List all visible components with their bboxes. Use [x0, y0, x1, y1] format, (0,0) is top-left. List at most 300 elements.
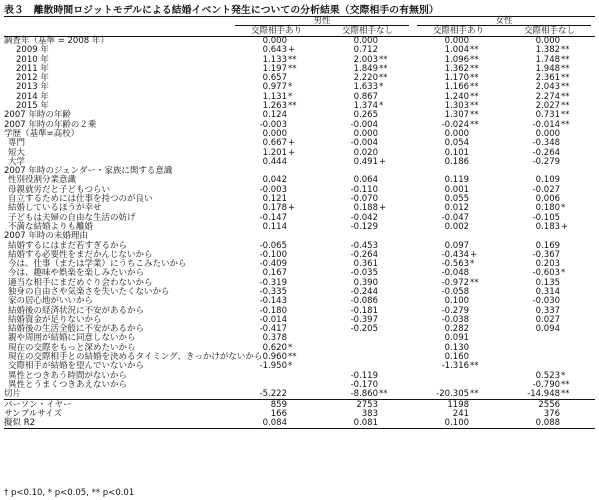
coefficient-cell	[504, 223, 595, 232]
coefficient-value: -20.305	[436, 389, 470, 400]
coefficient-value: -0.024	[441, 119, 470, 130]
significance-mark: *	[379, 101, 384, 112]
coefficient-value: 1.197	[262, 63, 287, 74]
coefficient-value: -0.170	[350, 379, 378, 390]
row-label: 2013 年	[16, 82, 49, 93]
coefficient-value: 0.314	[535, 287, 561, 297]
coefficient-value: -0.417	[259, 324, 287, 335]
table-row	[4, 64, 595, 73]
row-label: 2007 年時のジェンダー・家族に関する意識	[4, 166, 173, 177]
table-row	[4, 102, 595, 111]
coefficient-value: 0.064	[353, 175, 378, 186]
table-row	[4, 269, 595, 278]
coefficient-value: 1.263	[262, 101, 287, 112]
row-label: 交際相手が結婚を望んでいないから	[8, 361, 145, 372]
coefficient-value: 0.100	[444, 296, 470, 307]
coefficient-cell	[231, 390, 322, 400]
coefficient-value: 1.201	[262, 147, 287, 158]
table-row	[4, 83, 595, 92]
significance-mark: *	[561, 370, 566, 381]
coefficient-value: -0.119	[350, 370, 378, 381]
row-label: 2011 年	[16, 63, 49, 74]
table-row	[4, 111, 595, 120]
coefficient-cell	[504, 232, 595, 241]
table-title: 表３ 離散時間ロジットモデルによる結婚イベント発生についての分析結果（交際相手の有無別）	[4, 5, 439, 16]
significance-mark: **	[470, 361, 479, 372]
coefficient-value: -14.948	[527, 389, 561, 400]
row-label: 自立するためには仕事を持つのが良い	[8, 194, 153, 205]
coefficient-cell	[413, 419, 504, 429]
significance-mark: +	[379, 156, 387, 167]
significance-note: † p<0.10, * p<0.05, ** p<0.01	[4, 488, 135, 498]
coefficient-cell	[413, 46, 504, 55]
coefficient-cell	[322, 157, 413, 166]
coefficient-cell	[504, 400, 595, 410]
coefficient-cell	[413, 371, 504, 380]
coefficient-value: 1.131	[262, 91, 287, 102]
significance-mark: **	[470, 45, 479, 56]
coefficient-value: 0.135	[535, 277, 561, 288]
significance-mark: **	[470, 82, 479, 93]
coefficient-cell	[231, 400, 322, 410]
significance-mark: **	[561, 101, 570, 112]
coefficient-cell	[322, 400, 413, 410]
header-blank	[4, 17, 231, 27]
table-row	[4, 36, 595, 46]
coefficient-value: -5.222	[259, 389, 287, 400]
significance-mark: **	[288, 352, 297, 363]
coefficient-value: 0.114	[262, 221, 287, 232]
coefficient-value: -0.397	[350, 314, 378, 325]
coefficient-cell	[413, 223, 504, 232]
significance-mark: **	[379, 389, 388, 400]
table-row	[4, 223, 595, 232]
row-label: 結婚後の経済状況に不安があるから	[8, 305, 145, 316]
coefficient-cell	[504, 46, 595, 55]
coefficient-value: 0.491	[353, 156, 378, 167]
row-label: 擬似 R2	[4, 419, 231, 429]
coefficient-value: 0.000	[535, 128, 561, 139]
significance-mark: *	[288, 361, 293, 372]
coefficient-value: -0.042	[350, 212, 378, 223]
coefficient-value: -1.950	[259, 361, 287, 372]
row-label: 独身の自由さや気楽さを失いたくないから	[8, 287, 170, 297]
coefficient-value: -0.048	[441, 268, 470, 279]
significance-mark: **	[561, 54, 570, 65]
coefficient-cell	[413, 204, 504, 213]
coefficient-value: 0.178	[262, 203, 287, 214]
coefficient-value: 1.362	[444, 63, 470, 74]
coefficient-value: 1.748	[535, 54, 561, 65]
significance-mark: **	[561, 82, 570, 93]
coefficient-cell	[413, 297, 504, 306]
coefficient-value: -0.047	[441, 212, 470, 223]
coefficient-cell	[231, 204, 322, 213]
significance-mark: *	[288, 82, 293, 93]
coefficient-value: 0.712	[353, 45, 378, 56]
significance-mark: *	[288, 91, 293, 102]
coefficient-value: -0.319	[259, 277, 287, 288]
coefficient-value: 1.303	[444, 101, 470, 112]
coefficient-value: 0.091	[444, 333, 470, 344]
subheader-male-no-partner: 交際相手なし	[322, 26, 413, 36]
coefficient-value: -0.058	[441, 287, 470, 297]
table-row	[4, 46, 595, 55]
coefficient-value: 0.084	[262, 418, 287, 429]
coefficient-value: 0.167	[262, 268, 287, 279]
coefficient-value: 0.000	[535, 35, 561, 46]
coefficient-value: 0.027	[535, 314, 561, 325]
significance-mark: **	[470, 110, 479, 121]
coefficient-value: -0.003	[259, 184, 287, 195]
coefficient-value: -0.035	[350, 268, 378, 279]
coefficient-cell	[231, 46, 322, 55]
coefficient-cell	[322, 232, 413, 241]
significance-mark: **	[379, 73, 388, 84]
group-underline	[235, 25, 409, 26]
significance-mark: **	[470, 54, 479, 65]
coefficient-value: 1.170	[444, 73, 470, 84]
coefficient-value: 1.633	[353, 82, 378, 93]
coefficient-value: 0.444	[262, 156, 287, 167]
coefficient-cell	[322, 269, 413, 278]
coefficient-value: -0.129	[350, 221, 378, 232]
coefficient-value: 0.000	[262, 35, 287, 46]
coefficient-cell	[413, 269, 504, 278]
coefficient-value: -0.264	[532, 147, 561, 158]
coefficient-cell	[504, 111, 595, 120]
row-label: 2014 年	[16, 91, 49, 102]
table-body	[4, 36, 595, 428]
coefficient-value: -0.147	[259, 212, 287, 223]
coefficient-value: -0.004	[350, 138, 378, 149]
coefficient-cell	[322, 390, 413, 400]
row-label: 2015 年	[16, 101, 49, 112]
row-label: 現在の交際相手との結婚を決めるタイミング、きっかけがないから	[8, 352, 263, 363]
coefficient-cell	[504, 353, 595, 362]
row-label: サンプルサイズ	[4, 408, 63, 419]
coefficient-value: 0.119	[444, 175, 470, 186]
coefficient-value: -0.434	[441, 249, 470, 260]
significance-mark: **	[561, 119, 570, 130]
coefficient-value: 1198	[447, 399, 470, 410]
significance-mark: *	[379, 82, 384, 93]
coefficient-value: 1.166	[444, 82, 470, 93]
coefficient-cell	[504, 390, 595, 400]
row-label: 異性とつきあう時間がないから	[8, 370, 127, 381]
coefficient-value: 0.081	[353, 418, 378, 429]
group-header-male	[231, 17, 413, 27]
coefficient-value: -0.100	[259, 249, 287, 260]
coefficient-cell	[322, 334, 413, 343]
coefficient-value: -0.244	[350, 287, 378, 297]
coefficient-value: -0.070	[350, 194, 378, 205]
coefficient-cell	[413, 390, 504, 400]
coefficient-cell	[413, 400, 504, 410]
table-row	[4, 139, 595, 148]
coefficient-cell	[231, 83, 322, 92]
coefficient-value: 0.055	[444, 194, 470, 205]
significance-mark: **	[470, 101, 479, 112]
coefficient-value: -8.860	[350, 389, 378, 400]
significance-mark: **	[470, 91, 479, 102]
coefficient-value: -0.563	[441, 259, 470, 270]
row-label: 結婚後の生活全般に不安があるから	[8, 324, 145, 335]
coefficient-value: 0.160	[444, 352, 470, 363]
significance-mark: *	[561, 203, 566, 214]
table-row	[4, 381, 595, 390]
coefficient-value: 1.307	[444, 110, 470, 121]
coefficient-value: 1.240	[444, 91, 470, 102]
significance-mark: **	[561, 379, 570, 390]
coefficient-cell	[413, 176, 504, 185]
coefficient-value: 1.382	[535, 45, 561, 56]
coefficient-cell	[231, 157, 322, 166]
row-label: 2009 年	[16, 45, 49, 56]
coefficient-cell	[413, 157, 504, 166]
coefficient-cell	[231, 269, 322, 278]
row-label: 適当な相手にまだめぐり会わないから	[8, 277, 153, 288]
row-label: 現在の交際をもっと深めたいから	[8, 342, 136, 353]
coefficient-cell	[504, 157, 595, 166]
coefficient-value: 0.000	[444, 128, 470, 139]
coefficient-value: -0.110	[350, 184, 378, 195]
coefficient-value: 0.020	[353, 147, 378, 158]
coefficient-value: 0.620	[262, 342, 287, 353]
table-row	[4, 390, 595, 400]
coefficient-value: 859	[270, 399, 287, 410]
coefficient-value: 0.186	[444, 156, 470, 167]
coefficient-value: 0.183	[535, 221, 561, 232]
row-label: 結婚する必要性をまだかんじないから	[8, 249, 153, 260]
row-label: パーソン・イヤー	[4, 400, 231, 410]
coefficient-value: -0.279	[532, 156, 561, 167]
table-row	[4, 297, 595, 306]
coefficient-value: 0.130	[444, 342, 470, 353]
coefficient-value: -0.279	[441, 305, 470, 316]
coefficient-value: -0.367	[532, 249, 561, 260]
significance-mark: **	[561, 110, 570, 121]
significance-mark: **	[561, 63, 570, 74]
coefficient-value: 2.027	[535, 101, 561, 112]
coefficient-value: 0.042	[262, 175, 287, 186]
significance-mark: **	[561, 73, 570, 84]
significance-mark: **	[288, 101, 297, 112]
table-row	[4, 130, 595, 139]
coefficient-value: -0.014	[532, 119, 561, 130]
coefficient-value: -1.316	[441, 361, 470, 372]
coefficient-value: 0.643	[262, 45, 287, 56]
significance-mark: **	[470, 277, 479, 288]
coefficient-cell	[413, 232, 504, 241]
table-row	[4, 362, 595, 371]
coefficient-value: 0.667	[262, 138, 287, 149]
significance-mark: +	[288, 45, 296, 56]
significance-mark: **	[470, 73, 479, 84]
coefficient-value: -0.603	[532, 268, 561, 279]
coefficient-value: 0.265	[353, 110, 378, 121]
coefficient-cell	[231, 334, 322, 343]
coefficient-value: 0.124	[262, 110, 287, 121]
coefficient-value: 376	[543, 408, 561, 419]
table-row	[4, 419, 595, 429]
coefficient-cell	[504, 139, 595, 148]
coefficient-value: 0.282	[444, 324, 470, 335]
coefficient-value: -0.014	[259, 314, 287, 325]
coefficient-value: 0.094	[535, 324, 561, 335]
coefficient-value: 0.101	[444, 147, 470, 158]
coefficient-value: 0.657	[262, 73, 287, 84]
coefficient-cell	[413, 139, 504, 148]
coefficient-value: -0.790	[532, 379, 561, 390]
coefficient-cell	[231, 111, 322, 120]
coefficient-cell	[504, 362, 595, 371]
row-label: 性別役割分業意識	[8, 175, 77, 186]
significance-mark: +	[561, 221, 569, 232]
coefficient-value: -0.409	[259, 259, 287, 270]
coefficient-value: 0.121	[262, 194, 287, 205]
subheader-female-partner: 交際相手あり	[413, 26, 504, 36]
coefficient-cell	[231, 419, 322, 429]
coefficient-cell	[322, 353, 413, 362]
coefficient-cell	[504, 204, 595, 213]
coefficient-value: -0.143	[259, 296, 287, 307]
table-row	[4, 204, 595, 213]
significance-mark: **	[470, 119, 479, 130]
coefficient-cell	[504, 343, 595, 352]
group-header-row	[4, 17, 595, 27]
coefficient-value: 0.390	[353, 277, 378, 288]
coefficient-value: 0.006	[535, 194, 561, 205]
table-row	[4, 334, 595, 343]
coefficient-cell	[322, 83, 413, 92]
table-row	[4, 120, 595, 129]
row-label: 家の居心地がいいから	[8, 296, 94, 307]
group-header-male-label: 男性	[313, 16, 331, 27]
coefficient-value: 0.100	[444, 418, 470, 429]
row-label: 2012 年	[16, 73, 49, 84]
coefficient-cell	[231, 176, 322, 185]
coefficient-cell	[322, 297, 413, 306]
coefficient-value: 0.088	[535, 418, 561, 429]
group-header-female	[413, 17, 595, 27]
coefficient-value: 2.220	[353, 73, 378, 84]
table-row	[4, 55, 595, 64]
group-underline	[417, 25, 591, 26]
coefficient-cell	[322, 419, 413, 429]
coefficient-cell	[322, 325, 413, 334]
significance-mark: **	[470, 63, 479, 74]
coefficient-value: 0.378	[262, 333, 287, 344]
row-label: 結婚しているほうが幸せ	[8, 203, 102, 214]
table-row	[4, 409, 595, 418]
coefficient-value: -0.065	[259, 240, 287, 251]
row-label: 2010 年	[16, 54, 49, 65]
coefficient-value: -0.972	[441, 277, 470, 288]
coefficient-cell	[322, 223, 413, 232]
coefficient-cell	[504, 269, 595, 278]
coefficient-value: 0.012	[444, 203, 470, 214]
table-row	[4, 92, 595, 101]
coefficient-cell	[413, 334, 504, 343]
coefficient-cell	[504, 297, 595, 306]
row-label: 子どもは夫婦の自由な生活の妨げ	[8, 212, 136, 223]
significance-mark: +	[470, 249, 478, 260]
table-row	[4, 400, 595, 410]
coefficient-value: 1.374	[353, 101, 378, 112]
coefficient-cell	[504, 325, 595, 334]
significance-mark: **	[288, 54, 297, 65]
coefficient-cell	[231, 232, 322, 241]
coefficient-value: 0.000	[262, 128, 287, 139]
results-table	[4, 16, 595, 429]
significance-mark: *	[288, 342, 293, 353]
coefficient-value: -0.335	[259, 287, 287, 297]
coefficient-value: 2556	[538, 399, 561, 410]
significance-mark: **	[288, 63, 297, 74]
coefficient-cell	[322, 176, 413, 185]
coefficient-value: 2753	[356, 399, 378, 410]
coefficient-cell	[504, 176, 595, 185]
significance-mark: **	[561, 45, 570, 56]
coefficient-value: -0.348	[532, 138, 561, 149]
coefficient-value: 0.109	[535, 175, 561, 186]
subheader-male-partner: 交際相手あり	[231, 26, 322, 36]
row-label: 親や周囲が結婚に同意しないから	[8, 333, 136, 344]
row-label: 2007 年時の年齢の２乗	[4, 119, 97, 130]
significance-mark: **	[470, 389, 479, 400]
coefficient-value: -0.086	[350, 296, 378, 307]
coefficient-cell	[322, 46, 413, 55]
coefficient-value: 2.043	[535, 82, 561, 93]
table-row	[4, 74, 595, 83]
coefficient-value: 1.096	[444, 54, 470, 65]
coefficient-value: -0.027	[532, 184, 561, 195]
row-label: 切片	[4, 389, 22, 400]
coefficient-value: 2.274	[535, 91, 561, 102]
significance-mark: *	[470, 259, 475, 270]
coefficient-value: 0.169	[535, 240, 561, 251]
significance-mark: **	[561, 389, 570, 400]
significance-mark: +	[288, 138, 296, 149]
coefficient-value: 0.001	[444, 184, 470, 195]
coefficient-cell	[413, 83, 504, 92]
coefficient-value: 0.000	[444, 35, 470, 46]
coefficient-value: -0.453	[350, 240, 378, 251]
row-label: 学歴（基準=高校）	[4, 128, 80, 139]
coefficient-value: -0.264	[350, 249, 378, 260]
coefficient-value: 0.000	[353, 35, 378, 46]
coefficient-value: 0.188	[353, 203, 378, 214]
coefficient-value: 1.948	[535, 63, 561, 74]
coefficient-value: -0.038	[441, 314, 470, 325]
row-label: 短大	[8, 147, 26, 158]
coefficient-cell	[231, 362, 322, 371]
row-label: 結婚するにはまだ若すぎるから	[8, 240, 128, 251]
subheader-female-no-partner: 交際相手なし	[504, 26, 595, 36]
coefficient-cell	[231, 139, 322, 148]
coefficient-cell	[322, 139, 413, 148]
row-label: 今は、仕事（または学業）にうちこみたいから	[8, 259, 187, 270]
significance-mark: +	[288, 203, 296, 214]
coefficient-value: 241	[452, 408, 470, 419]
coefficient-value: 0.203	[535, 259, 561, 270]
coefficient-value: 0.977	[262, 82, 287, 93]
coefficient-cell	[322, 204, 413, 213]
coefficient-value: 0.054	[444, 138, 470, 149]
coefficient-cell	[231, 223, 322, 232]
coefficient-cell	[322, 343, 413, 352]
